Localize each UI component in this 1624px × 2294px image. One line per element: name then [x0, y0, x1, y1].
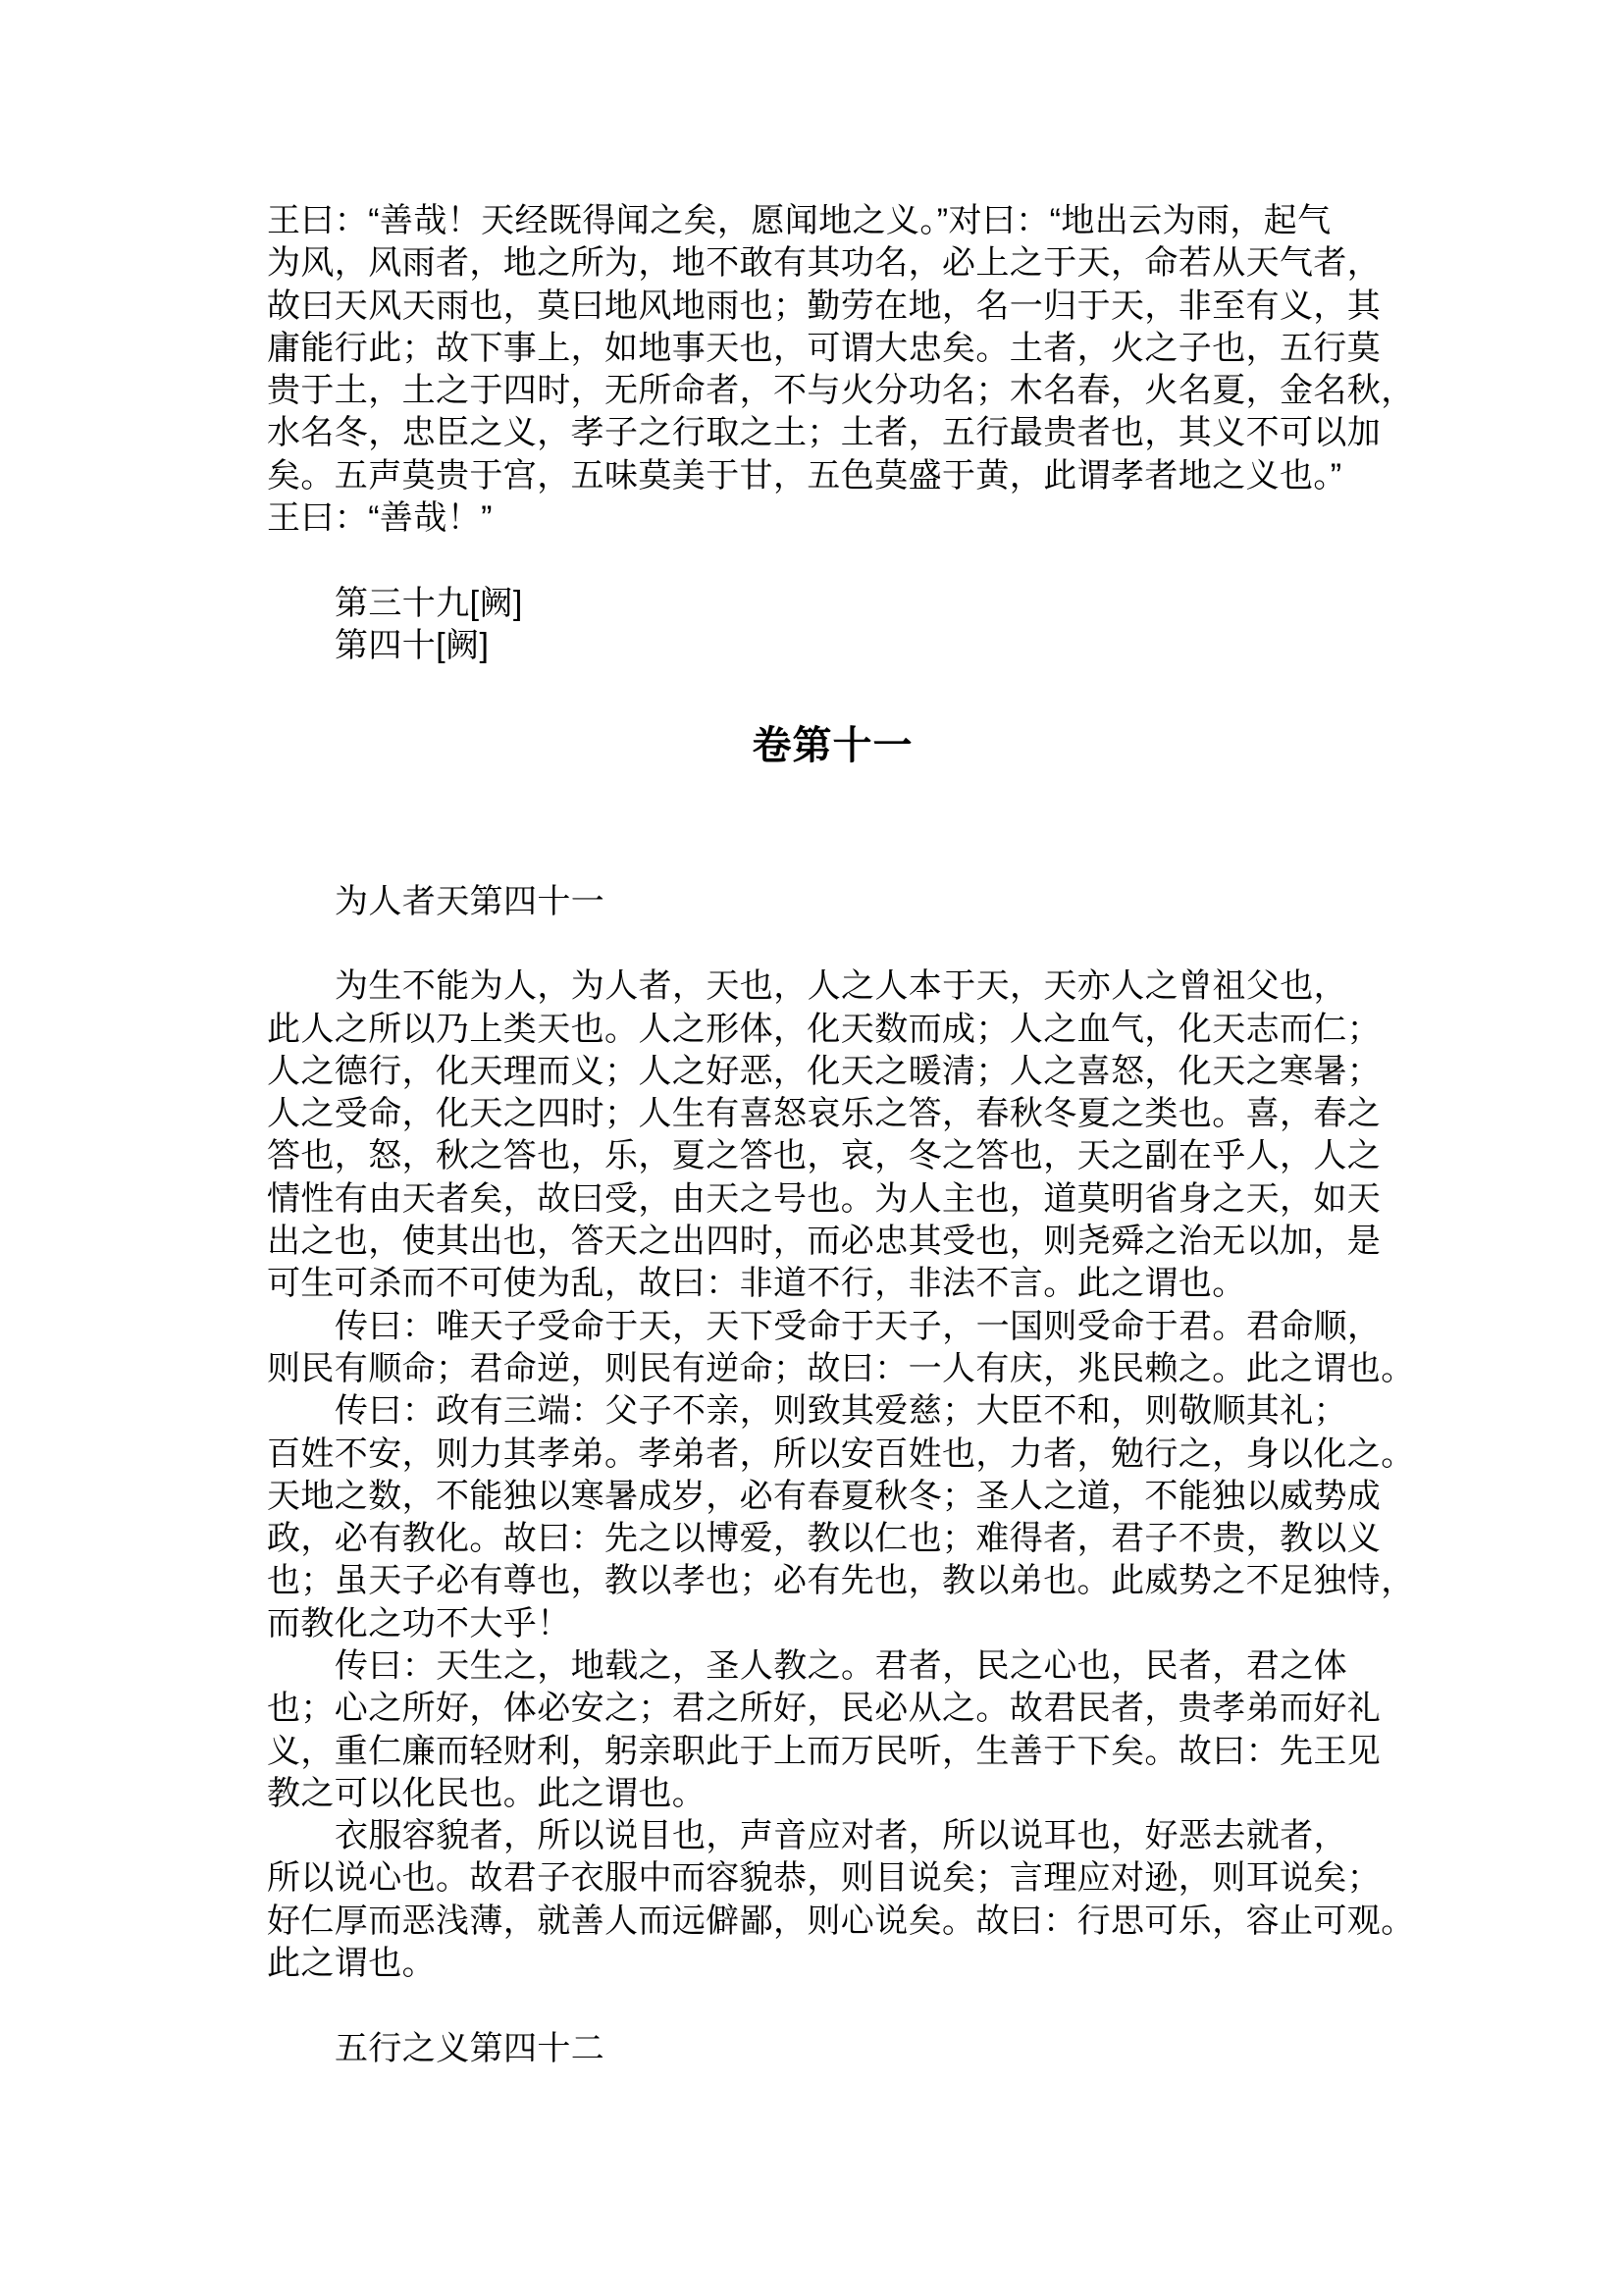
text-line: 为生不能为人，为人者，天也，人之人本于天，天亦人之曾祖父也，	[335, 967, 1347, 1006]
text-line: 传曰：唯天子受命于天，天下受命于天子，一国则受命于君。君命顺，	[335, 1307, 1382, 1345]
text-line: 第四十[阙]	[335, 626, 490, 664]
text-line: 情性有由天者矣，故曰受，由天之号也。为人主也，道莫明省身之天，如天	[267, 1179, 1382, 1218]
chapter-41-paragraph-2	[267, 1306, 1415, 1391]
text-line: 可生可杀而不可使为乱，故曰：非道不行，非法不言。此之谓也。	[267, 1265, 1246, 1303]
text-line: 出之也，使其出也，答天之出四时，而必忠其受也，则尧舜之治无以加，是	[267, 1223, 1382, 1261]
text-line: 传曰：政有三端：父子不亲，则致其爱慈；大臣不和，则敬顺其礼；	[335, 1392, 1347, 1431]
text-line: 此之谓也。	[267, 1945, 436, 1983]
text-line: 为风，风雨者，地之所为，地不敢有其功名，必上之于天，命若从天气者，	[267, 244, 1382, 283]
text-line: 也；心之所好，体必安之；君之所好，民必从之。故君民者，贵孝弟而好礼	[267, 1690, 1382, 1728]
text-line: 贵于土，土之于四时，无所命者，不与火分功名；木名春，火名夏，金名秋，	[267, 372, 1415, 410]
text-line: 百姓不安，则力其孝弟。孝弟者，所以安百姓也，力者，勉行之，身以化之。	[267, 1434, 1415, 1473]
text-line: 王曰：“善哉！天经既得闻之矣，愿闻地之义。”对曰：“地出云为雨，起气	[267, 202, 1332, 239]
volume-heading: 卷第十一	[752, 723, 914, 767]
continuation-paragraph	[267, 200, 1415, 540]
text-line: 天地之数，不能独以寒暑成岁，必有春夏秋冬；圣人之道，不能独以威势成	[267, 1477, 1382, 1515]
text-line: 义，重仁廉而轻财利，躬亲职此于上而万民听，生善于下矣。故曰：先王见	[267, 1732, 1382, 1770]
text-line: 政，必有教化。故曰：先之以博爱，教以仁也；难得者，君子不贵，教以义	[267, 1520, 1382, 1558]
text-line: 教之可以化民也。此之谓也。	[267, 1774, 707, 1812]
text-line: 而教化之功不大乎！	[267, 1604, 571, 1642]
chapter-41-paragraph-1	[267, 965, 1398, 1305]
text-line: 矣。五声莫贵于宫，五味莫美于甘，五色莫盛于黄，此谓孝者地之义也。”	[267, 456, 1342, 495]
chapter-41-paragraph-5	[267, 1815, 1415, 1985]
chapter-41-paragraph-4	[267, 1645, 1398, 1815]
text-line: 所以说心也。故君子衣服中而容貌恭，则目说矣；言理应对逊，则耳说矣；	[267, 1859, 1382, 1898]
text-line: 也；虽天子必有尊也，教以孝也；必有先也，教以弟也。此威势之不足独恃，	[267, 1562, 1415, 1600]
text-line: 故曰天风天雨也，莫曰地风地雨也；勤劳在地，名一归于天，非至有义，其	[267, 287, 1382, 325]
chapter-41-title: 为人者天第四十一	[335, 882, 605, 920]
text-line: 第三十九[阙]	[335, 584, 523, 622]
text-line: 此人之所以乃上类天也。人之形体，化天数而成；人之血气，化天志而仁；	[267, 1010, 1382, 1048]
text-line: 人之受命，化天之四时；人生有喜怒哀乐之答，春秋冬夏之类也。喜，春之	[267, 1095, 1382, 1133]
text-line: 传曰：天生之，地载之，圣人教之。君者，民之心也，民者，君之体	[335, 1647, 1347, 1685]
chapter-42-title: 五行之义第四十二	[335, 2029, 605, 2067]
text-line: 人之德行，化天理而义；人之好恶，化天之暖清；人之喜怒，化天之寒暑；	[267, 1052, 1382, 1090]
text-line: 则民有顺命；君命逆，则民有逆命；故曰：一人有庆，兆民赖之。此之谓也。	[267, 1349, 1415, 1387]
text-line: 好仁厚而恶浅薄，就善人而远僻鄙，则心说矣。故曰：行思可乐，容止可观。	[267, 1902, 1415, 1940]
text-line: 水名冬，忠臣之义，孝子之行取之土；土者，五行最贵者也，其义不可以加	[267, 414, 1382, 452]
missing-chapters-list	[267, 583, 1398, 668]
text-line: 王曰：“善哉！”	[267, 499, 493, 538]
chapter-41-paragraph-3	[267, 1390, 1415, 1645]
text-line: 庸能行此；故下事上，如地事天也，可谓大忠矣。土者，火之子也，五行莫	[267, 329, 1382, 367]
text-line: 答也，怒，秋之答也，乐，夏之答也，哀，冬之答也，天之副在乎人，人之	[267, 1137, 1382, 1175]
text-line: 衣服容貌者，所以说目也，声音应对者，所以说耳也，好恶去就者，	[335, 1817, 1347, 1855]
